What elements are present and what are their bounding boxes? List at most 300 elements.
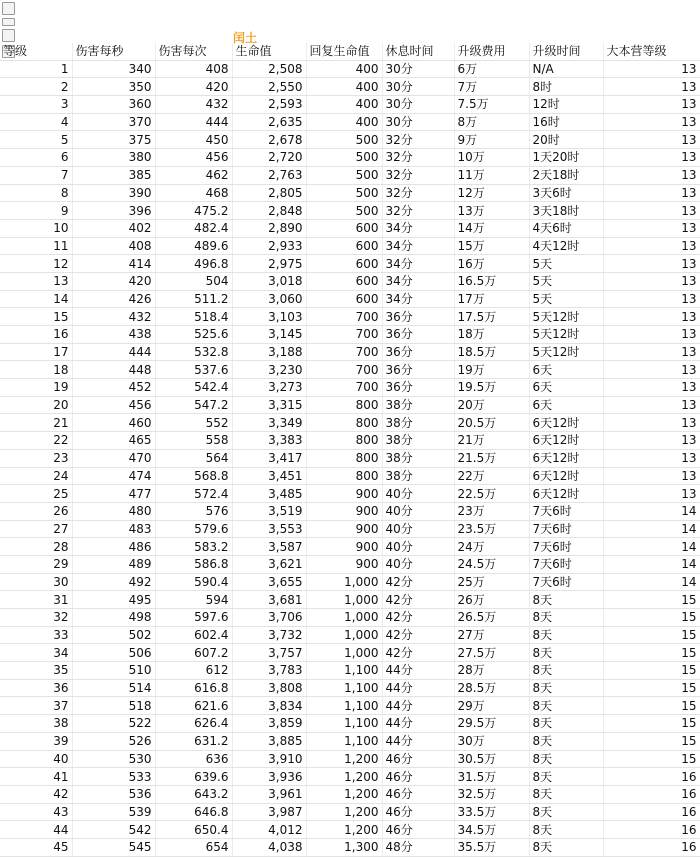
hitpoints-cell[interactable]: 3,273 <box>232 379 306 397</box>
damage-per-hit-cell[interactable]: 646.8 <box>155 803 232 821</box>
regen-cell[interactable]: 1,100 <box>306 662 382 680</box>
upgrade-time-cell[interactable]: 7天6时 <box>529 555 603 573</box>
level-cell[interactable]: 20 <box>0 396 72 414</box>
rest-time-cell[interactable]: 44分 <box>382 732 454 750</box>
hitpoints-cell[interactable]: 2,805 <box>232 184 306 202</box>
upgrade-time-cell[interactable]: 2天18时 <box>529 166 603 184</box>
dps-cell[interactable]: 452 <box>72 379 155 397</box>
townhall-level-cell[interactable]: 13 <box>603 184 700 202</box>
dps-cell[interactable]: 492 <box>72 573 155 591</box>
damage-per-hit-cell[interactable]: 408 <box>155 60 232 78</box>
townhall-level-cell[interactable]: 15 <box>603 644 700 662</box>
rest-time-cell[interactable]: 46分 <box>382 785 454 803</box>
damage-per-hit-cell[interactable]: 586.8 <box>155 555 232 573</box>
townhall-level-cell[interactable]: 15 <box>603 591 700 609</box>
regen-cell[interactable]: 600 <box>306 290 382 308</box>
upgrade-cost-cell[interactable]: 30.5万 <box>454 750 529 768</box>
upgrade-cost-cell[interactable]: 22.5万 <box>454 485 529 503</box>
damage-per-hit-cell[interactable]: 579.6 <box>155 520 232 538</box>
upgrade-cost-cell[interactable]: 33.5万 <box>454 803 529 821</box>
regen-cell[interactable]: 1,000 <box>306 609 382 627</box>
rest-time-cell[interactable]: 36分 <box>382 343 454 361</box>
regen-cell[interactable]: 600 <box>306 272 382 290</box>
damage-per-hit-cell[interactable]: 432 <box>155 96 232 114</box>
column-header-hitpoints[interactable]: 生命值 <box>232 43 306 60</box>
regen-cell[interactable]: 800 <box>306 396 382 414</box>
level-cell[interactable]: 23 <box>0 449 72 467</box>
column-header-damage-per-hit[interactable]: 伤害每次 <box>155 43 232 60</box>
rest-time-cell[interactable]: 34分 <box>382 219 454 237</box>
rest-time-cell[interactable]: 44分 <box>382 697 454 715</box>
level-cell[interactable]: 29 <box>0 555 72 573</box>
rest-time-cell[interactable]: 32分 <box>382 184 454 202</box>
dps-cell[interactable]: 522 <box>72 715 155 733</box>
level-cell[interactable]: 38 <box>0 715 72 733</box>
regen-cell[interactable]: 900 <box>306 485 382 503</box>
upgrade-time-cell[interactable]: 8天 <box>529 768 603 786</box>
damage-per-hit-cell[interactable]: 616.8 <box>155 679 232 697</box>
dps-cell[interactable]: 390 <box>72 184 155 202</box>
upgrade-cost-cell[interactable]: 28.5万 <box>454 679 529 697</box>
hitpoints-cell[interactable]: 2,890 <box>232 219 306 237</box>
damage-per-hit-cell[interactable]: 462 <box>155 166 232 184</box>
regen-cell[interactable]: 1,000 <box>306 644 382 662</box>
hitpoints-cell[interactable]: 3,383 <box>232 432 306 450</box>
rest-time-cell[interactable]: 42分 <box>382 644 454 662</box>
hitpoints-cell[interactable]: 2,975 <box>232 255 306 273</box>
damage-per-hit-cell[interactable]: 626.4 <box>155 715 232 733</box>
level-cell[interactable]: 43 <box>0 803 72 821</box>
upgrade-time-cell[interactable]: 12时 <box>529 96 603 114</box>
level-cell[interactable]: 13 <box>0 272 72 290</box>
rest-time-cell[interactable]: 34分 <box>382 290 454 308</box>
rest-time-cell[interactable]: 34分 <box>382 237 454 255</box>
column-header-rest-time[interactable]: 休息时间 <box>382 43 454 60</box>
upgrade-time-cell[interactable]: 8天 <box>529 591 603 609</box>
level-cell[interactable]: 15 <box>0 308 72 326</box>
upgrade-cost-cell[interactable]: 6万 <box>454 60 529 78</box>
townhall-level-cell[interactable]: 14 <box>603 538 700 556</box>
townhall-level-cell[interactable]: 13 <box>603 414 700 432</box>
upgrade-time-cell[interactable]: 4天6时 <box>529 219 603 237</box>
townhall-level-cell[interactable]: 14 <box>603 555 700 573</box>
damage-per-hit-cell[interactable]: 576 <box>155 502 232 520</box>
damage-per-hit-cell[interactable]: 621.6 <box>155 697 232 715</box>
damage-per-hit-cell[interactable]: 518.4 <box>155 308 232 326</box>
hitpoints-cell[interactable]: 3,655 <box>232 573 306 591</box>
upgrade-time-cell[interactable]: 8天 <box>529 626 603 644</box>
upgrade-time-cell[interactable]: 8天 <box>529 609 603 627</box>
regen-cell[interactable]: 500 <box>306 166 382 184</box>
level-cell[interactable]: 8 <box>0 184 72 202</box>
upgrade-cost-cell[interactable]: 20.5万 <box>454 414 529 432</box>
regen-cell[interactable]: 400 <box>306 78 382 96</box>
level-cell[interactable]: 45 <box>0 838 72 856</box>
upgrade-cost-cell[interactable]: 32.5万 <box>454 785 529 803</box>
hitpoints-cell[interactable]: 3,519 <box>232 502 306 520</box>
dps-cell[interactable]: 420 <box>72 272 155 290</box>
rest-time-cell[interactable]: 46分 <box>382 821 454 839</box>
hitpoints-cell[interactable]: 3,859 <box>232 715 306 733</box>
damage-per-hit-cell[interactable]: 602.4 <box>155 626 232 644</box>
hitpoints-cell[interactable]: 2,720 <box>232 149 306 167</box>
hitpoints-cell[interactable]: 3,417 <box>232 449 306 467</box>
upgrade-cost-cell[interactable]: 31.5万 <box>454 768 529 786</box>
townhall-level-cell[interactable]: 15 <box>603 609 700 627</box>
upgrade-cost-cell[interactable]: 23.5万 <box>454 520 529 538</box>
dps-cell[interactable]: 432 <box>72 308 155 326</box>
dps-cell[interactable]: 426 <box>72 290 155 308</box>
dps-cell[interactable]: 542 <box>72 821 155 839</box>
dps-cell[interactable]: 514 <box>72 679 155 697</box>
regen-cell[interactable]: 1,000 <box>306 626 382 644</box>
rest-time-cell[interactable]: 40分 <box>382 485 454 503</box>
hitpoints-cell[interactable]: 2,635 <box>232 113 306 131</box>
townhall-level-cell[interactable]: 13 <box>603 379 700 397</box>
regen-cell[interactable]: 1,000 <box>306 591 382 609</box>
dps-cell[interactable]: 408 <box>72 237 155 255</box>
regen-cell[interactable]: 500 <box>306 149 382 167</box>
regen-cell[interactable]: 600 <box>306 237 382 255</box>
level-cell[interactable]: 39 <box>0 732 72 750</box>
regen-cell[interactable]: 1,200 <box>306 803 382 821</box>
level-cell[interactable]: 18 <box>0 361 72 379</box>
townhall-level-cell[interactable]: 13 <box>603 60 700 78</box>
dps-cell[interactable]: 506 <box>72 644 155 662</box>
dps-cell[interactable]: 465 <box>72 432 155 450</box>
damage-per-hit-cell[interactable]: 542.4 <box>155 379 232 397</box>
dps-cell[interactable]: 444 <box>72 343 155 361</box>
townhall-level-cell[interactable]: 15 <box>603 732 700 750</box>
dps-cell[interactable]: 375 <box>72 131 155 149</box>
rest-time-cell[interactable]: 36分 <box>382 379 454 397</box>
townhall-level-cell[interactable]: 13 <box>603 290 700 308</box>
rest-time-cell[interactable]: 42分 <box>382 591 454 609</box>
regen-cell[interactable]: 1,200 <box>306 768 382 786</box>
hitpoints-cell[interactable]: 3,834 <box>232 697 306 715</box>
dps-cell[interactable]: 360 <box>72 96 155 114</box>
townhall-level-cell[interactable]: 14 <box>603 520 700 538</box>
rest-time-cell[interactable]: 32分 <box>382 202 454 220</box>
hitpoints-cell[interactable]: 3,706 <box>232 609 306 627</box>
upgrade-cost-cell[interactable]: 11万 <box>454 166 529 184</box>
upgrade-time-cell[interactable]: 3天6时 <box>529 184 603 202</box>
upgrade-cost-cell[interactable]: 26万 <box>454 591 529 609</box>
damage-per-hit-cell[interactable]: 532.8 <box>155 343 232 361</box>
damage-per-hit-cell[interactable]: 489.6 <box>155 237 232 255</box>
hitpoints-cell[interactable]: 4,038 <box>232 838 306 856</box>
level-cell[interactable]: 34 <box>0 644 72 662</box>
hitpoints-cell[interactable]: 3,485 <box>232 485 306 503</box>
regen-cell[interactable]: 700 <box>306 343 382 361</box>
townhall-level-cell[interactable]: 13 <box>603 131 700 149</box>
regen-cell[interactable]: 800 <box>306 467 382 485</box>
townhall-level-cell[interactable]: 13 <box>603 343 700 361</box>
upgrade-cost-cell[interactable]: 10万 <box>454 149 529 167</box>
townhall-level-cell[interactable]: 13 <box>603 113 700 131</box>
upgrade-time-cell[interactable]: 6天12时 <box>529 485 603 503</box>
dps-cell[interactable]: 396 <box>72 202 155 220</box>
damage-per-hit-cell[interactable]: 568.8 <box>155 467 232 485</box>
regen-cell[interactable]: 1,100 <box>306 715 382 733</box>
upgrade-cost-cell[interactable]: 7.5万 <box>454 96 529 114</box>
level-cell[interactable]: 35 <box>0 662 72 680</box>
column-header-townhall-level[interactable]: 大本营等级 <box>603 43 700 60</box>
level-cell[interactable]: 42 <box>0 785 72 803</box>
townhall-level-cell[interactable]: 13 <box>603 219 700 237</box>
upgrade-time-cell[interactable]: 6天 <box>529 396 603 414</box>
damage-per-hit-cell[interactable]: 572.4 <box>155 485 232 503</box>
level-cell[interactable]: 4 <box>0 113 72 131</box>
level-cell[interactable]: 11 <box>0 237 72 255</box>
hitpoints-cell[interactable]: 3,349 <box>232 414 306 432</box>
upgrade-time-cell[interactable]: 6天12时 <box>529 432 603 450</box>
rest-time-cell[interactable]: 30分 <box>382 60 454 78</box>
level-cell[interactable]: 9 <box>0 202 72 220</box>
upgrade-time-cell[interactable]: 5天12时 <box>529 343 603 361</box>
level-cell[interactable]: 16 <box>0 326 72 344</box>
damage-per-hit-cell[interactable]: 631.2 <box>155 732 232 750</box>
table-icon[interactable] <box>2 29 15 42</box>
damage-per-hit-cell[interactable]: 525.6 <box>155 326 232 344</box>
regen-cell[interactable]: 900 <box>306 520 382 538</box>
townhall-level-cell[interactable]: 15 <box>603 750 700 768</box>
damage-per-hit-cell[interactable]: 504 <box>155 272 232 290</box>
damage-per-hit-cell[interactable]: 511.2 <box>155 290 232 308</box>
upgrade-time-cell[interactable]: 5天 <box>529 272 603 290</box>
townhall-level-cell[interactable]: 13 <box>603 326 700 344</box>
upgrade-time-cell[interactable]: 8时 <box>529 78 603 96</box>
upgrade-cost-cell[interactable]: 34.5万 <box>454 821 529 839</box>
column-header-upgrade-cost[interactable]: 升级费用 <box>454 43 529 60</box>
damage-per-hit-cell[interactable]: 643.2 <box>155 785 232 803</box>
rest-time-cell[interactable]: 42分 <box>382 573 454 591</box>
dps-cell[interactable]: 470 <box>72 449 155 467</box>
damage-per-hit-cell[interactable]: 537.6 <box>155 361 232 379</box>
damage-per-hit-cell[interactable]: 594 <box>155 591 232 609</box>
column-header-regen[interactable]: 回复生命值 <box>306 43 382 60</box>
upgrade-cost-cell[interactable]: 29.5万 <box>454 715 529 733</box>
level-cell[interactable]: 24 <box>0 467 72 485</box>
dps-cell[interactable]: 483 <box>72 520 155 538</box>
level-cell[interactable]: 30 <box>0 573 72 591</box>
upgrade-time-cell[interactable]: 8天 <box>529 662 603 680</box>
level-cell[interactable]: 36 <box>0 679 72 697</box>
upgrade-cost-cell[interactable]: 19.5万 <box>454 379 529 397</box>
upgrade-cost-cell[interactable]: 17万 <box>454 290 529 308</box>
upgrade-cost-cell[interactable]: 29万 <box>454 697 529 715</box>
regen-cell[interactable]: 1,000 <box>306 573 382 591</box>
hitpoints-cell[interactable]: 2,763 <box>232 166 306 184</box>
upgrade-time-cell[interactable]: 8天 <box>529 697 603 715</box>
hitpoints-cell[interactable]: 2,593 <box>232 96 306 114</box>
dps-cell[interactable]: 340 <box>72 60 155 78</box>
regen-cell[interactable]: 500 <box>306 131 382 149</box>
level-cell[interactable]: 10 <box>0 219 72 237</box>
upgrade-time-cell[interactable]: 5天12时 <box>529 326 603 344</box>
rest-time-cell[interactable]: 46分 <box>382 768 454 786</box>
upgrade-cost-cell[interactable]: 7万 <box>454 78 529 96</box>
regen-cell[interactable]: 400 <box>306 96 382 114</box>
upgrade-cost-cell[interactable]: 18.5万 <box>454 343 529 361</box>
level-cell[interactable]: 27 <box>0 520 72 538</box>
hitpoints-cell[interactable]: 3,757 <box>232 644 306 662</box>
level-cell[interactable]: 14 <box>0 290 72 308</box>
damage-per-hit-cell[interactable]: 654 <box>155 838 232 856</box>
townhall-level-cell[interactable]: 13 <box>603 432 700 450</box>
upgrade-cost-cell[interactable]: 26.5万 <box>454 609 529 627</box>
hitpoints-cell[interactable]: 3,621 <box>232 555 306 573</box>
upgrade-cost-cell[interactable]: 12万 <box>454 184 529 202</box>
townhall-level-cell[interactable]: 15 <box>603 715 700 733</box>
level-cell[interactable]: 33 <box>0 626 72 644</box>
column-header-dps[interactable]: 伤害每秒 <box>72 43 155 60</box>
hitpoints-cell[interactable]: 3,145 <box>232 326 306 344</box>
upgrade-cost-cell[interactable]: 35.5万 <box>454 838 529 856</box>
upgrade-cost-cell[interactable]: 9万 <box>454 131 529 149</box>
regen-cell[interactable]: 600 <box>306 255 382 273</box>
rest-time-cell[interactable]: 34分 <box>382 255 454 273</box>
upgrade-cost-cell[interactable]: 21.5万 <box>454 449 529 467</box>
level-cell[interactable]: 19 <box>0 379 72 397</box>
damage-per-hit-cell[interactable]: 475.2 <box>155 202 232 220</box>
damage-per-hit-cell[interactable]: 468 <box>155 184 232 202</box>
townhall-level-cell[interactable]: 13 <box>603 449 700 467</box>
upgrade-time-cell[interactable]: N/A <box>529 60 603 78</box>
dps-cell[interactable]: 438 <box>72 326 155 344</box>
rest-time-cell[interactable]: 44分 <box>382 679 454 697</box>
upgrade-time-cell[interactable]: 7天6时 <box>529 573 603 591</box>
upgrade-time-cell[interactable]: 7天6时 <box>529 502 603 520</box>
hitpoints-cell[interactable]: 3,315 <box>232 396 306 414</box>
upgrade-time-cell[interactable]: 1天20时 <box>529 149 603 167</box>
hitpoints-cell[interactable]: 3,961 <box>232 785 306 803</box>
upgrade-time-cell[interactable]: 4天12时 <box>529 237 603 255</box>
regen-cell[interactable]: 900 <box>306 502 382 520</box>
regen-cell[interactable]: 900 <box>306 538 382 556</box>
regen-cell[interactable]: 1,200 <box>306 750 382 768</box>
upgrade-time-cell[interactable]: 8天 <box>529 750 603 768</box>
level-cell[interactable]: 1 <box>0 60 72 78</box>
hitpoints-cell[interactable]: 3,451 <box>232 467 306 485</box>
townhall-level-cell[interactable]: 13 <box>603 485 700 503</box>
townhall-level-cell[interactable]: 13 <box>603 308 700 326</box>
dps-cell[interactable]: 460 <box>72 414 155 432</box>
dps-cell[interactable]: 448 <box>72 361 155 379</box>
upgrade-time-cell[interactable]: 5天 <box>529 255 603 273</box>
townhall-level-cell[interactable]: 16 <box>603 785 700 803</box>
rest-time-cell[interactable]: 46分 <box>382 750 454 768</box>
damage-per-hit-cell[interactable]: 558 <box>155 432 232 450</box>
townhall-level-cell[interactable]: 13 <box>603 78 700 96</box>
dps-cell[interactable]: 414 <box>72 255 155 273</box>
townhall-level-cell[interactable]: 13 <box>603 361 700 379</box>
upgrade-cost-cell[interactable]: 23万 <box>454 502 529 520</box>
rest-time-cell[interactable]: 44分 <box>382 662 454 680</box>
dps-cell[interactable]: 510 <box>72 662 155 680</box>
level-cell[interactable]: 7 <box>0 166 72 184</box>
townhall-level-cell[interactable]: 13 <box>603 149 700 167</box>
damage-per-hit-cell[interactable]: 420 <box>155 78 232 96</box>
upgrade-cost-cell[interactable]: 18万 <box>454 326 529 344</box>
upgrade-time-cell[interactable]: 20时 <box>529 131 603 149</box>
rest-time-cell[interactable]: 38分 <box>382 432 454 450</box>
upgrade-cost-cell[interactable]: 27.5万 <box>454 644 529 662</box>
regen-cell[interactable]: 1,300 <box>306 838 382 856</box>
dps-cell[interactable]: 370 <box>72 113 155 131</box>
upgrade-cost-cell[interactable]: 17.5万 <box>454 308 529 326</box>
hitpoints-cell[interactable]: 3,808 <box>232 679 306 697</box>
rest-time-cell[interactable]: 38分 <box>382 449 454 467</box>
upgrade-cost-cell[interactable]: 16万 <box>454 255 529 273</box>
dps-cell[interactable]: 380 <box>72 149 155 167</box>
rest-time-cell[interactable]: 38分 <box>382 396 454 414</box>
regen-cell[interactable]: 1,200 <box>306 785 382 803</box>
townhall-level-cell[interactable]: 15 <box>603 626 700 644</box>
level-cell[interactable]: 44 <box>0 821 72 839</box>
dps-cell[interactable]: 539 <box>72 803 155 821</box>
rest-time-cell[interactable]: 32分 <box>382 166 454 184</box>
level-cell[interactable]: 6 <box>0 149 72 167</box>
townhall-level-cell[interactable]: 13 <box>603 202 700 220</box>
dps-cell[interactable]: 533 <box>72 768 155 786</box>
regen-cell[interactable]: 1,100 <box>306 732 382 750</box>
hitpoints-cell[interactable]: 3,885 <box>232 732 306 750</box>
damage-per-hit-cell[interactable]: 482.4 <box>155 219 232 237</box>
hitpoints-cell[interactable]: 4,012 <box>232 821 306 839</box>
townhall-level-cell[interactable]: 15 <box>603 697 700 715</box>
level-cell[interactable]: 17 <box>0 343 72 361</box>
regen-cell[interactable]: 700 <box>306 361 382 379</box>
rest-time-cell[interactable]: 32分 <box>382 149 454 167</box>
level-cell[interactable]: 31 <box>0 591 72 609</box>
level-cell[interactable]: 32 <box>0 609 72 627</box>
townhall-level-cell[interactable]: 14 <box>603 502 700 520</box>
townhall-level-cell[interactable]: 15 <box>603 679 700 697</box>
rest-time-cell[interactable]: 44分 <box>382 715 454 733</box>
upgrade-cost-cell[interactable]: 19万 <box>454 361 529 379</box>
dps-cell[interactable]: 474 <box>72 467 155 485</box>
upgrade-time-cell[interactable]: 8天 <box>529 715 603 733</box>
regen-cell[interactable]: 400 <box>306 60 382 78</box>
level-cell[interactable]: 22 <box>0 432 72 450</box>
regen-cell[interactable]: 700 <box>306 379 382 397</box>
level-cell[interactable]: 28 <box>0 538 72 556</box>
rest-time-cell[interactable]: 40分 <box>382 520 454 538</box>
level-cell[interactable]: 41 <box>0 768 72 786</box>
hitpoints-cell[interactable]: 3,987 <box>232 803 306 821</box>
upgrade-cost-cell[interactable]: 15万 <box>454 237 529 255</box>
upgrade-time-cell[interactable]: 8天 <box>529 803 603 821</box>
level-cell[interactable]: 2 <box>0 78 72 96</box>
dps-cell[interactable]: 402 <box>72 219 155 237</box>
hitpoints-cell[interactable]: 3,188 <box>232 343 306 361</box>
hitpoints-cell[interactable]: 2,848 <box>232 202 306 220</box>
damage-per-hit-cell[interactable]: 590.4 <box>155 573 232 591</box>
rest-time-cell[interactable]: 46分 <box>382 803 454 821</box>
damage-per-hit-cell[interactable]: 583.2 <box>155 538 232 556</box>
dps-cell[interactable]: 480 <box>72 502 155 520</box>
rest-time-cell[interactable]: 38分 <box>382 414 454 432</box>
townhall-level-cell[interactable]: 14 <box>603 573 700 591</box>
upgrade-time-cell[interactable]: 8天 <box>529 679 603 697</box>
damage-per-hit-cell[interactable]: 650.4 <box>155 821 232 839</box>
dps-cell[interactable]: 502 <box>72 626 155 644</box>
upgrade-time-cell[interactable]: 8天 <box>529 644 603 662</box>
upgrade-cost-cell[interactable]: 25万 <box>454 573 529 591</box>
regen-cell[interactable]: 900 <box>306 555 382 573</box>
townhall-level-cell[interactable]: 13 <box>603 237 700 255</box>
